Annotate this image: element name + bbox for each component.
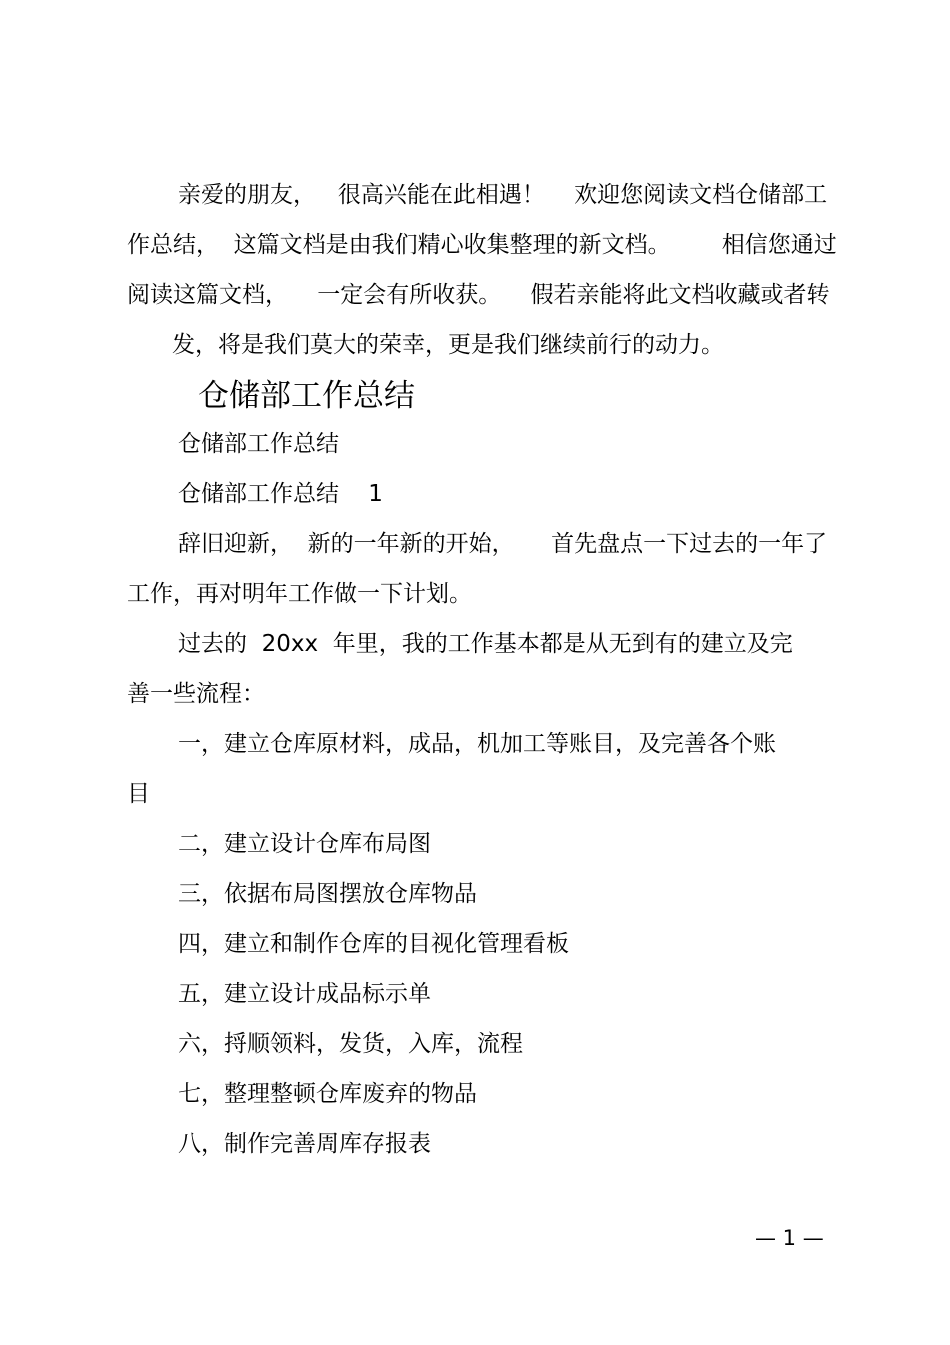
list-item-continuation: 目 (127, 781, 150, 807)
list-item: 六，捋顺领料，发货，入库，流程 (178, 1031, 523, 1057)
paragraph-line: 过去的 20xx 年里，我的工作基本都是从无到有的建立及完 (178, 631, 793, 657)
document-subtitle: 仓储部工作总结 (178, 431, 339, 457)
section-heading: 仓储部工作总结 1 (178, 481, 383, 507)
paragraph-line: 工作，再对明年工作做一下计划。 (127, 581, 472, 607)
document-title: 仓储部工作总结 (198, 378, 415, 414)
paragraph-line: 辞旧迎新， 新的一年新的开始， 首先盘点一下过去的一年了 (178, 531, 828, 557)
paragraph-line: 善一些流程： (127, 681, 265, 707)
list-item: 七，整理整顿仓库废弃的物品 (178, 1081, 477, 1107)
intro-line: 阅读这篇文档， 一定会有所收获。 假若亲能将此文档收藏或者转 (127, 282, 830, 308)
intro-line: 亲爱的朋友， 很高兴能在此相遇！ 欢迎您阅读文档仓储部工 (178, 182, 828, 208)
list-item: 一，建立仓库原材料，成品，机加工等账目，及完善各个账 (178, 731, 776, 757)
list-item: 五，建立设计成品标示单 (178, 981, 431, 1007)
page-number: — 1 — (755, 1226, 824, 1250)
list-item: 二，建立设计仓库布局图 (178, 831, 431, 857)
list-item: 三，依据布局图摆放仓库物品 (178, 881, 477, 907)
list-item: 四，建立和制作仓库的目视化管理看板 (178, 931, 569, 957)
intro-line: 发，将是我们莫大的荣幸，更是我们继续前行的动力。 (172, 332, 724, 358)
intro-line: 作总结， 这篇文档是由我们精心收集整理的新文档。 相信您通过 (127, 232, 837, 258)
list-item: 八，制作完善周库存报表 (178, 1131, 431, 1157)
